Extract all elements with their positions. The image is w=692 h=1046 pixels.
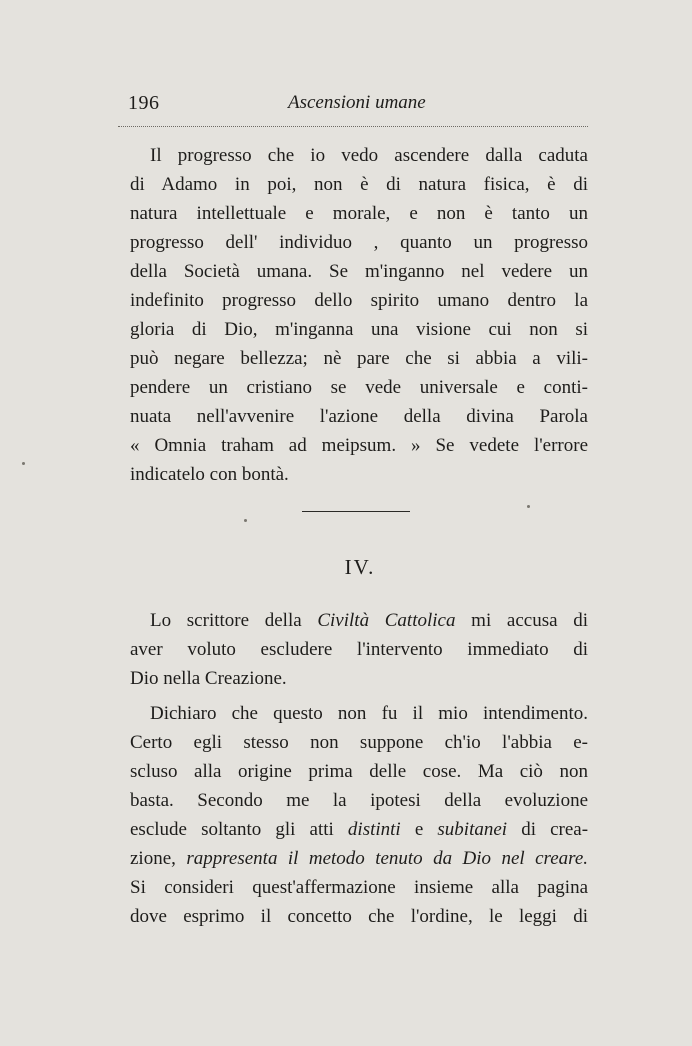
header-rule bbox=[118, 126, 588, 127]
text-line: nuata nell'avvenire l'azione della divina Parola bbox=[130, 406, 588, 427]
text-line: indefinito progresso dello spirito umano dentro la bbox=[130, 290, 588, 311]
text-line bbox=[130, 844, 588, 873]
paragraph-2 bbox=[130, 606, 588, 693]
text-span: esclude soltanto gli atti bbox=[130, 819, 334, 840]
text-line: scluso alla origine prima delle cose. Ma ciò non bbox=[130, 761, 588, 782]
text-line: pendere un cristiano se vede universale e conti- bbox=[130, 377, 588, 398]
paragraph-1 bbox=[130, 141, 588, 489]
text-span: di crea- bbox=[521, 819, 589, 840]
paper-speck bbox=[22, 462, 25, 465]
paper-speck bbox=[527, 505, 530, 508]
text-line: « Omnia traham ad meipsum. » Se vedete l'errore bbox=[130, 435, 588, 456]
italic-phrase: rappresenta il metodo tenuto da Dio nel creare. bbox=[186, 848, 588, 869]
italic-term: distinti bbox=[347, 819, 401, 840]
page-number: 196 bbox=[128, 92, 160, 114]
text-line: Certo egli stesso non suppone ch'io l'abbia e- bbox=[130, 732, 588, 753]
text-line bbox=[130, 606, 588, 635]
text-span: zione, bbox=[130, 848, 176, 869]
text-line: indicatelo con bontà. bbox=[130, 464, 289, 485]
text-line: può negare bellezza; nè pare che si abbia a vili- bbox=[130, 348, 588, 369]
paragraph-3 bbox=[130, 699, 588, 931]
text-line: natura intellettuale e morale, e non è tanto un bbox=[130, 203, 588, 224]
text-line: Dio nella Creazione. bbox=[130, 668, 287, 689]
running-title: Ascensioni umane bbox=[288, 92, 426, 113]
italic-term: subitanei bbox=[437, 819, 508, 840]
text-line: Si consideri quest'affermazione insieme alla pagina bbox=[130, 877, 588, 898]
paper-speck bbox=[244, 519, 247, 522]
section-heading: IV. bbox=[344, 555, 376, 579]
text-line: della Società umana. Se m'inganno nel vedere un bbox=[130, 261, 588, 282]
text-span: e bbox=[414, 819, 424, 840]
page-header bbox=[128, 92, 587, 120]
text-line: di Adamo in poi, non è di natura fisica, è di bbox=[130, 174, 588, 195]
text-line: aver voluto escludere l'intervento immediato di bbox=[130, 639, 588, 660]
section-separator bbox=[302, 511, 410, 512]
text-line: progresso dell' individuo , quanto un progresso bbox=[130, 232, 588, 253]
text-line: Dichiaro che questo non fu il mio intendimento. bbox=[150, 703, 588, 724]
text-line: dove esprimo il concetto che l'ordine, le leggi di bbox=[130, 906, 588, 927]
text-line: gloria di Dio, m'inganna una visione cui non si bbox=[130, 319, 588, 340]
text-line: Il progresso che io vedo ascendere dalla caduta bbox=[150, 145, 588, 166]
text-span: Lo scrittore della bbox=[150, 610, 302, 631]
text-line bbox=[130, 815, 588, 844]
text-line: basta. Secondo me la ipotesi della evoluzione bbox=[130, 790, 588, 811]
journal-title: Civiltà Cattolica bbox=[317, 610, 456, 631]
text-span: mi accusa di bbox=[471, 610, 589, 631]
